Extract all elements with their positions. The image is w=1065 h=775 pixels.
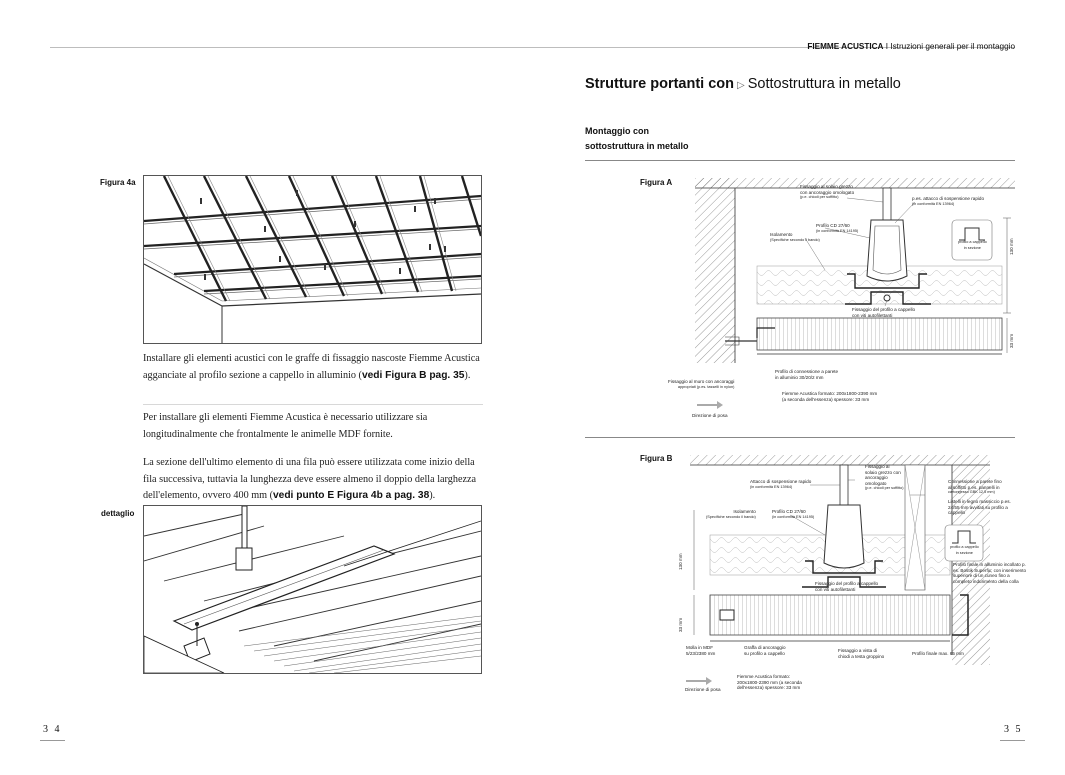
figB-graffa-l1: Graffa di ancoraggio xyxy=(744,645,786,650)
figA-cappello-sezione xyxy=(958,240,987,251)
figA-formato xyxy=(782,391,877,402)
figA-profilo-cd-l1: Profilo CD 27/60 xyxy=(816,223,850,228)
figB-profilo-cd-l1: Profilo CD 27/60 xyxy=(772,509,806,514)
figB-formato-l2: 200x1800-2390 mm (a seconda xyxy=(737,679,802,685)
figA-isolamento-l2: (Specifiche secondo il bando) xyxy=(770,237,820,242)
paragraph-3-ref: vedi punto E Figura 4b a pag. 38 xyxy=(273,490,430,501)
subheading-rule xyxy=(585,160,1015,161)
figA-connessione xyxy=(775,369,838,380)
figA-arrowhead-icon xyxy=(717,401,723,409)
figA-fissaggio-profilo xyxy=(852,307,915,318)
figA-isolamento-l1: Isolamento xyxy=(770,232,793,237)
figA-muro xyxy=(668,379,734,390)
figB-listelli-l1: Listelli in legno massiccio p.es. xyxy=(948,499,1011,504)
figB-solaio-l2: solaio grezzo con xyxy=(865,469,901,475)
paragraph-2: Per installare gli elementi Fiemme Acustica è necessario utilizzare sia longitudinalmente che frontalmente le animelle MDF fornite. xyxy=(143,412,428,440)
section-title xyxy=(585,76,901,92)
figB-connessione xyxy=(948,479,1002,496)
figB-drawing xyxy=(690,455,990,665)
figB-fv-l1: Fissaggio a vista di xyxy=(838,648,878,653)
paragraph-1-a: Installare gli elementi acustici con le graffe di fissaggio nascoste Fiemme Acustica agganciate al profilo sezione a cappello in alluminio ( xyxy=(143,353,480,381)
figB-conn-l3: cartongesso GBK 12,5 mm) xyxy=(948,490,995,495)
figB-conn-l2: al soffitto p.es. pannelli in xyxy=(948,484,1000,490)
figA-solaio xyxy=(800,184,854,201)
figB-ps-l2: in sezione xyxy=(955,550,973,555)
figA-cappello-l2: in sezione xyxy=(963,245,981,250)
figB-dim-33: 33 mm xyxy=(678,617,683,632)
figB-fissaggio-vista xyxy=(838,648,884,659)
detail-illustration xyxy=(143,505,482,674)
figB-fp-l1: Fissaggio del profilo a cappello xyxy=(815,581,879,586)
figB-solaio-l3: ancoraggio xyxy=(865,475,888,481)
paragraph-3 xyxy=(143,455,483,505)
figB-molla-l2: 5/23/2380 mm xyxy=(686,650,716,656)
figA-dim-33: 33 mm xyxy=(1009,333,1014,348)
figB-molla xyxy=(686,645,715,656)
paragraph-1-ref: vedi Figura B pag. 35 xyxy=(361,369,465,381)
figB-profilo-sezione xyxy=(950,545,979,556)
figA-fp-l2: con viti autofilettanti xyxy=(852,312,893,318)
page-rule-right xyxy=(1000,740,1025,741)
paragraph-3-c: ). xyxy=(429,490,436,501)
subheading-line2: sottostruttura in metallo xyxy=(585,141,689,151)
figB-formato-l1: Fiemme Acustica formato: xyxy=(737,674,791,679)
subheading xyxy=(585,124,689,154)
figA-profilo-cd-l2: (in conformità EN 14195) xyxy=(816,228,859,233)
detail-label: dettaglio xyxy=(101,509,135,518)
figA-formato-l1: Fiemme Acustica formato: 200x1800-2390 mm xyxy=(782,391,878,396)
figA-attacco xyxy=(912,196,984,207)
running-header xyxy=(807,42,1015,51)
figB-attacco-l1: Attacco di sospensione rapido xyxy=(750,479,812,484)
paragraph-1-c: ). xyxy=(464,369,471,381)
figA-solaio-l1: Fissaggio al solaio grezzo xyxy=(800,184,853,189)
header-separator: I xyxy=(883,42,891,51)
section-title-bold: Strutture portanti con xyxy=(585,76,735,92)
figB-listelli xyxy=(948,499,1011,516)
figB-direction-arrow-icon xyxy=(686,680,708,682)
figA-label: Figura A xyxy=(640,178,673,187)
header-subtitle: Istruzioni generali per il montaggio xyxy=(890,42,1015,51)
figB-profilo-cd-l2: (in conformità EN 14195) xyxy=(772,514,815,519)
figA-direction-arrow-icon xyxy=(697,404,719,406)
figB-direzione: Direzione di posa xyxy=(685,687,721,692)
figB-listelli-l3: cappello xyxy=(948,510,966,516)
figA-formato-l2: (a seconda dell'essenza) spessore: 33 mm xyxy=(782,396,870,402)
figA-cappello-l1: profilo a cappello xyxy=(958,240,987,244)
figB-pf-l2: es. Bostik Superfix; con inserimento xyxy=(953,567,1027,573)
figA-attacco-l1: p.es. attacco di sospensione rapido xyxy=(912,196,985,201)
figA-direzione: Direzione di posa xyxy=(692,413,728,418)
figB-graffa-l2: su profilo a cappello xyxy=(744,650,785,656)
figA-muro-l2: appropriati (p.es. tasselli in nylon) xyxy=(677,384,735,389)
figB-conn-l1: Connessione a parete fino xyxy=(948,479,1002,484)
figB-solaio-l5: (p.e. chiodi per soffitto) xyxy=(865,486,904,491)
figA-solaio-l2: con ancoraggio omologato xyxy=(800,189,855,195)
page-rule-left xyxy=(40,740,65,741)
figB-isolamento xyxy=(706,509,756,520)
figB-fissaggio-profilo xyxy=(815,581,878,592)
header-brand: FIEMME ACUSTICA xyxy=(807,42,884,51)
figB-attacco-l2: (in conformità EN 13964) xyxy=(750,484,793,489)
para-rule xyxy=(143,404,483,405)
figB-arrowhead-icon xyxy=(706,677,712,685)
section-title-rest: Sottostruttura in metallo xyxy=(747,76,901,92)
figB-fv-l2: chiodi a testa groppino xyxy=(838,653,885,659)
figA-conn-l2: in alluminio 30/20/2 mm xyxy=(775,374,824,380)
figB-rule xyxy=(585,437,1015,438)
figB-solaio-l1: Fissaggio al xyxy=(865,464,890,469)
figB-profilo-finale-max: Profilo finale max. 65 mm xyxy=(912,651,964,656)
figA-fp-l1: Fissaggio del profilo a cappello xyxy=(852,307,916,312)
figA-conn-l1: Profilo di connessione a parete xyxy=(775,369,839,374)
figB-listelli-l2: 24/55 mm avvitati su profilo a xyxy=(948,504,1008,510)
fig4a-illustration xyxy=(143,175,482,344)
figA-solaio-l3: (p.e. chiodi per soffitto) xyxy=(800,195,839,200)
figB-molla-l1: Molla in MDF xyxy=(686,645,714,650)
paragraph-1 xyxy=(143,351,483,384)
page-number-left: 3 4 xyxy=(43,724,62,735)
figB-pf-l1: Profilo finale in alluminio incollato p. xyxy=(953,562,1026,567)
page-number-right: 3 5 xyxy=(1004,724,1023,735)
figB-solaio xyxy=(865,464,904,492)
fig4a-label: Figura 4a xyxy=(100,178,136,187)
arrow-icon: ▷ xyxy=(737,80,745,91)
figB-isolamento-l1: Isolamento xyxy=(733,509,756,514)
ceiling-grid-drawing xyxy=(144,176,481,343)
figB-dim-130: 130 mm xyxy=(678,553,683,570)
figB-label: Figura B xyxy=(640,454,673,463)
figA-attacco-l2: (in conformità EN 13964) xyxy=(912,201,955,206)
figB-isolamento-l2: (Specifiche secondo il bando) xyxy=(706,514,756,519)
figB-formato-l3: dell'essenza) spessore: 33 mm xyxy=(737,685,801,691)
subheading-line1: Montaggio con xyxy=(585,126,649,136)
detail-drawing xyxy=(144,506,481,673)
figB-graffa xyxy=(744,645,786,656)
figA-profilo-cd xyxy=(816,223,858,234)
figB-attacco xyxy=(750,479,811,490)
figB-profilo-cd xyxy=(772,509,814,520)
figB-fp-l2: con viti autofilettanti xyxy=(815,586,856,592)
figB-pf-l3: superiore di un cuneo fino a xyxy=(953,573,1010,579)
paragraph-3-a: La sezione dell'ultimo elemento di una fila può essere utilizzata come inizio della fila successiva, tuttavia la lunghezza deve essere almeno il doppio della larghezza dell'elemento, ovvero 400 mm ( xyxy=(143,457,477,501)
figB-profilo-finale-desc xyxy=(953,562,1026,584)
figA-dim-130: 130 mm xyxy=(1009,238,1014,255)
figB-ps-l1: profilo a cappello xyxy=(950,545,979,549)
figB-formato xyxy=(737,674,802,691)
figA-isolamento xyxy=(770,232,820,243)
figA-muro-l1: Fissaggio al muro con ancoraggi xyxy=(668,379,735,384)
figB-solaio-l4: omologato xyxy=(865,480,887,486)
figB-pf-l4: completo indurimento della colla xyxy=(953,578,1019,584)
